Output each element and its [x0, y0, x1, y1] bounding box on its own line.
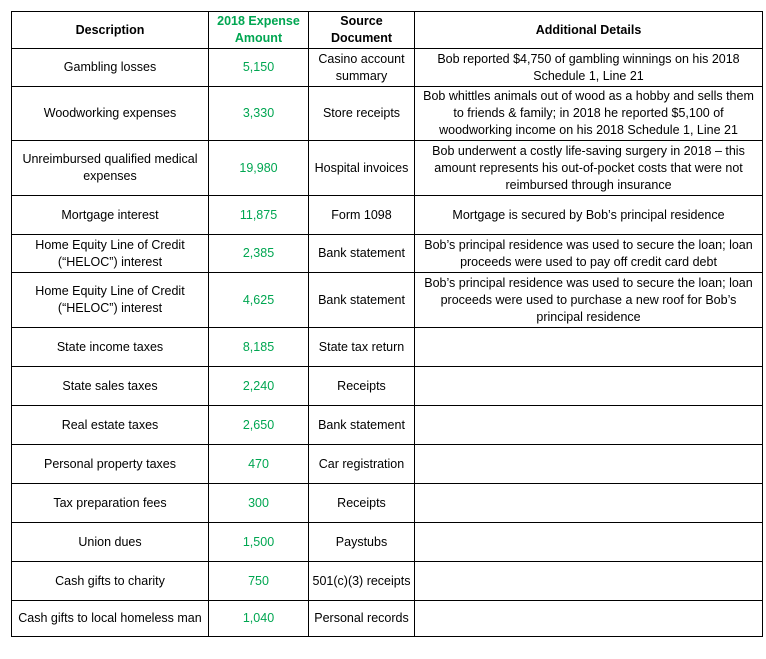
- row-source: Car registration: [309, 445, 415, 484]
- table-row: [12, 87, 763, 141]
- table-row: [12, 235, 763, 273]
- row-amount: 1,500: [209, 523, 309, 562]
- row-amount: 2,240: [209, 367, 309, 406]
- row-source: Casino account summary: [309, 49, 415, 87]
- row-source: State tax return: [309, 328, 415, 367]
- row-amount: 3,330: [209, 87, 309, 141]
- table-row: [12, 601, 763, 637]
- row-amount: 8,185: [209, 328, 309, 367]
- row-details: Bob’s principal residence was used to secure the loan; loan proceeds were used to purchase a new roof for Bob’s principal residence: [415, 273, 763, 328]
- row-description: Tax preparation fees: [12, 484, 209, 523]
- row-description: Cash gifts to charity: [12, 562, 209, 601]
- row-description: Mortgage interest: [12, 196, 209, 235]
- table-row: [12, 484, 763, 523]
- row-details: Bob whittles animals out of wood as a hobby and sells them to friends & family; in 2018 he reported $5,100 of woodworking income on his 2018 Schedule 1, Line 21: [415, 87, 763, 141]
- row-amount: 11,875: [209, 196, 309, 235]
- row-details: Mortgage is secured by Bob’s principal residence: [415, 196, 763, 235]
- row-details: [415, 445, 763, 484]
- row-description: Unreimbursed qualified medical expenses: [12, 141, 209, 196]
- row-description: Woodworking expenses: [12, 87, 209, 141]
- row-details: [415, 406, 763, 445]
- table-row: [12, 523, 763, 562]
- row-amount: 4,625: [209, 273, 309, 328]
- header-source: Source Document: [309, 12, 415, 49]
- row-amount: 2,650: [209, 406, 309, 445]
- table-row: [12, 367, 763, 406]
- table-header-row: [12, 12, 763, 49]
- table-row: [12, 49, 763, 87]
- row-amount: 750: [209, 562, 309, 601]
- row-description: Cash gifts to local homeless man: [12, 601, 209, 637]
- row-description: Real estate taxes: [12, 406, 209, 445]
- row-description: Union dues: [12, 523, 209, 562]
- row-amount: 19,980: [209, 141, 309, 196]
- header-amount: 2018 Expense Amount: [209, 12, 309, 49]
- row-details: Bob reported $4,750 of gambling winnings on his 2018 Schedule 1, Line 21: [415, 49, 763, 87]
- table-row: [12, 406, 763, 445]
- row-details: Bob underwent a costly life-saving surgery in 2018 – this amount represents his out-of-pocket costs that were not reimbursed through insurance: [415, 141, 763, 196]
- row-details: [415, 562, 763, 601]
- row-details: Bob’s principal residence was used to secure the loan; loan proceeds were used to pay off credit card debt: [415, 235, 763, 273]
- row-amount: 5,150: [209, 49, 309, 87]
- table-row: [12, 562, 763, 601]
- row-description: State sales taxes: [12, 367, 209, 406]
- row-source: Personal records: [309, 601, 415, 637]
- row-source: Bank statement: [309, 273, 415, 328]
- row-source: Receipts: [309, 367, 415, 406]
- row-source: Form 1098: [309, 196, 415, 235]
- row-source: Bank statement: [309, 235, 415, 273]
- header-description: Description: [12, 12, 209, 49]
- row-source: Paystubs: [309, 523, 415, 562]
- row-amount: 470: [209, 445, 309, 484]
- row-amount: 1,040: [209, 601, 309, 637]
- row-details: [415, 523, 763, 562]
- row-details: [415, 601, 763, 637]
- row-details: [415, 484, 763, 523]
- row-source: 501(c)(3) receipts: [309, 562, 415, 601]
- row-description: Home Equity Line of Credit (“HELOC”) interest: [12, 235, 209, 273]
- row-source: Store receipts: [309, 87, 415, 141]
- row-details: [415, 328, 763, 367]
- table-row: [12, 141, 763, 196]
- row-amount: 2,385: [209, 235, 309, 273]
- table-row: [12, 273, 763, 328]
- row-description: Personal property taxes: [12, 445, 209, 484]
- row-description: Home Equity Line of Credit (“HELOC”) interest: [12, 273, 209, 328]
- row-source: Bank statement: [309, 406, 415, 445]
- row-amount: 300: [209, 484, 309, 523]
- row-description: State income taxes: [12, 328, 209, 367]
- table-row: [12, 196, 763, 235]
- header-details: Additional Details: [415, 12, 763, 49]
- row-source: Hospital invoices: [309, 141, 415, 196]
- row-description: Gambling losses: [12, 49, 209, 87]
- row-details: [415, 367, 763, 406]
- table-row: [12, 328, 763, 367]
- row-source: Receipts: [309, 484, 415, 523]
- table-row: [12, 445, 763, 484]
- expense-table: [11, 11, 763, 637]
